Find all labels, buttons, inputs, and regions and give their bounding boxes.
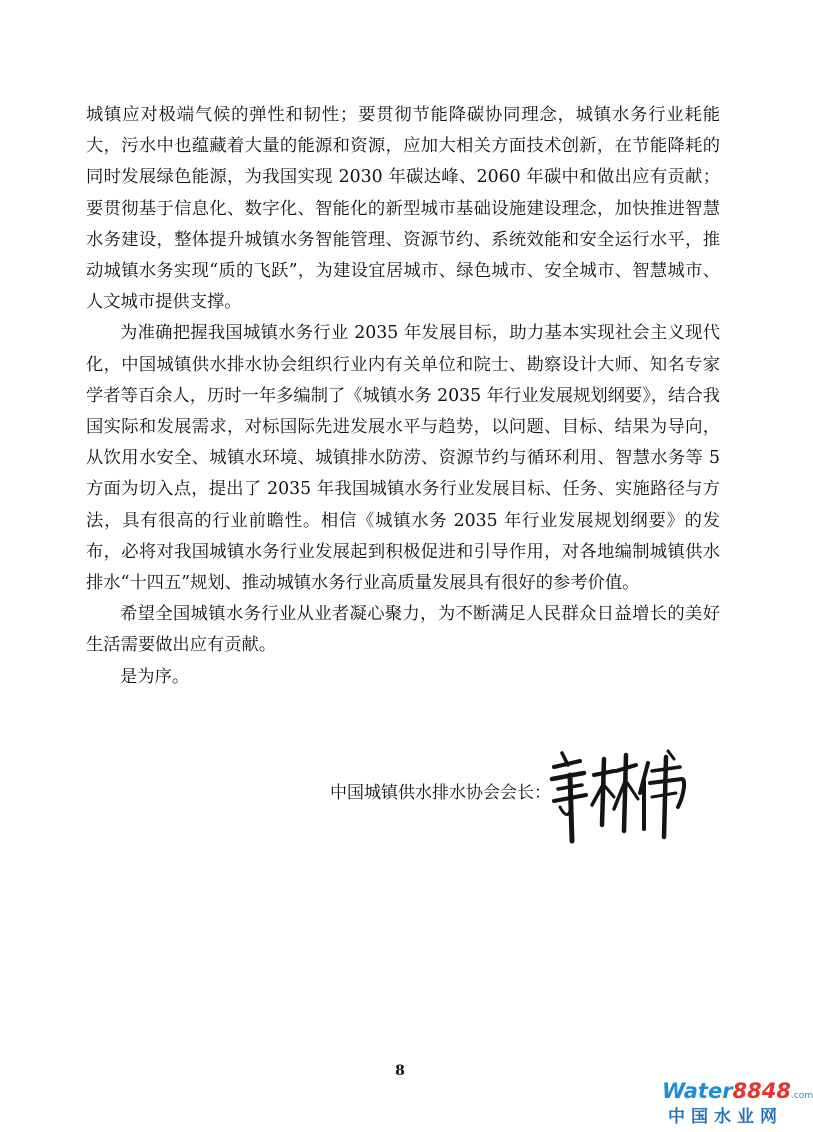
signature-block <box>330 745 710 855</box>
watermark-brand-word: Water <box>662 1079 733 1103</box>
paragraph-continued: 城镇应对极端气候的弹性和韧性；要贯彻节能降碳协同理念，城镇水务行业耗能大，污水中也蕴藏着大量的能源和资源，应加大相关方面技术创新，在节能降耗的同时发展绿色能源，为我国实现 2030 年碳达峰、2060 年碳中和做出应有贡献；要贯彻基于信息化、数字化、智能化的新型城市基础设施建设理念，加快推进智慧水务建设，整体提升城镇水务智能管理、资源节约、系统效能和安全运行水平，推动城镇水务实现“质的飞跃”，为建设宜居城市、绿色城市、安全城市、智慧城市、人文城市提供支撑。 <box>86 105 720 313</box>
watermark-brand-number: 8848 <box>732 1079 791 1103</box>
watermark-brand <box>662 1079 813 1107</box>
page-number: 8 <box>395 1063 405 1079</box>
handwritten-signature <box>540 745 690 845</box>
document-body <box>86 100 720 693</box>
watermark-brand-suffix: .com <box>791 1091 813 1101</box>
paragraph-hope: 希望全国城镇水务行业从业者凝心聚力，为不断满足人民群众日益增长的美好生活需要做出应有贡献。 <box>86 604 720 656</box>
paragraph-closing: 是为序。 <box>120 666 190 687</box>
signature-label: 中国城镇供水排水协会会长： <box>330 783 551 803</box>
site-watermark-logo <box>662 1079 813 1127</box>
paragraph-goals: 为准确把握我国城镇水务行业 2035 年发展目标，助力基本实现社会主义现代化，中国城镇供水排水协会组织行业内有关单位和院士、勘察设计大师、知名专家学者等百余人，历时一年多编制了《城镇水务 2035 年行业发展规划纲要》，结合我国实际和发展需求，对标国际先进发展水平与趋势，以问题、目标、结果为导向，从饮用水安全、城镇水环境、城镇排水防涝、资源节约与循环利用、智慧水务等 5 方面为切入点，提出了 2035 年我国城镇水务行业发展目标、任务、实施路径与方法，具有很高的行业前瞻性。相信《城镇水务 2035 年行业发展规划纲要》的发布，必将对我国城镇水务行业发展起到积极促进和引导作用，对各地编制城镇供水排水“十四五”规划、推动城镇水务行业高质量发展具有很好的参考价值。 <box>86 323 720 594</box>
watermark-chinese-name: 中国水业网 <box>668 1107 783 1127</box>
